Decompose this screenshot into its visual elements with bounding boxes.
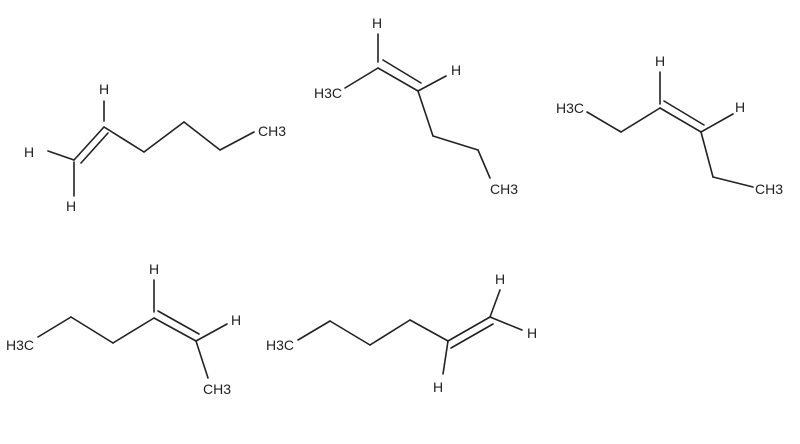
- bond: [220, 132, 254, 150]
- ch3-label: CH3: [203, 381, 232, 397]
- bond: [478, 150, 490, 178]
- bond: [587, 112, 621, 132]
- h-atom-label: H: [655, 53, 666, 69]
- bond: [490, 290, 500, 317]
- h-atom-label: H: [433, 379, 444, 395]
- ch3-label: CH3: [755, 181, 784, 197]
- bond: [433, 136, 478, 150]
- h-atom-label: H: [451, 62, 462, 78]
- bond: [196, 324, 227, 341]
- molecule-5: [266, 271, 537, 395]
- h-atom-label: H: [231, 312, 242, 328]
- bond: [701, 132, 713, 177]
- h-atom-label: H: [495, 271, 506, 287]
- molecule-3: [556, 53, 783, 197]
- bond: [621, 108, 660, 132]
- bond: [113, 318, 154, 343]
- h-atom-label: H: [66, 198, 77, 214]
- bond: [38, 317, 71, 337]
- molecule-2: [314, 15, 518, 197]
- h3c-label: H3C: [266, 337, 295, 353]
- h-atom-label: H: [372, 15, 383, 31]
- h-atom-label: H: [149, 261, 160, 277]
- bond: [713, 177, 753, 187]
- h-atom-label: H: [99, 81, 110, 97]
- bond: [298, 321, 330, 340]
- h-atom-label: H: [527, 325, 538, 341]
- bond: [196, 341, 208, 378]
- h3c-label: H3C: [556, 100, 585, 116]
- bond: [330, 321, 370, 345]
- bond: [410, 320, 448, 341]
- molecule-4: [6, 261, 241, 397]
- h-atom-label: H: [735, 99, 746, 115]
- bond: [71, 317, 113, 343]
- bond: [144, 122, 184, 152]
- ch3-label: CH3: [490, 181, 519, 197]
- bond: [104, 127, 144, 152]
- bond: [490, 317, 522, 330]
- bond: [370, 320, 410, 345]
- bond: [345, 68, 378, 88]
- bond: [443, 341, 448, 374]
- h3c-label: H3C: [6, 337, 35, 353]
- h3c-label: H3C: [314, 85, 343, 101]
- double-bond: [378, 68, 418, 91]
- bond: [184, 122, 220, 150]
- bond: [418, 91, 433, 136]
- bond: [48, 151, 74, 160]
- h-atom-label: H: [24, 144, 35, 160]
- ch3-label: CH3: [258, 123, 287, 139]
- molecule-1: [24, 81, 286, 214]
- bond: [418, 76, 446, 91]
- bond: [701, 114, 733, 132]
- double-bond: [383, 60, 421, 83]
